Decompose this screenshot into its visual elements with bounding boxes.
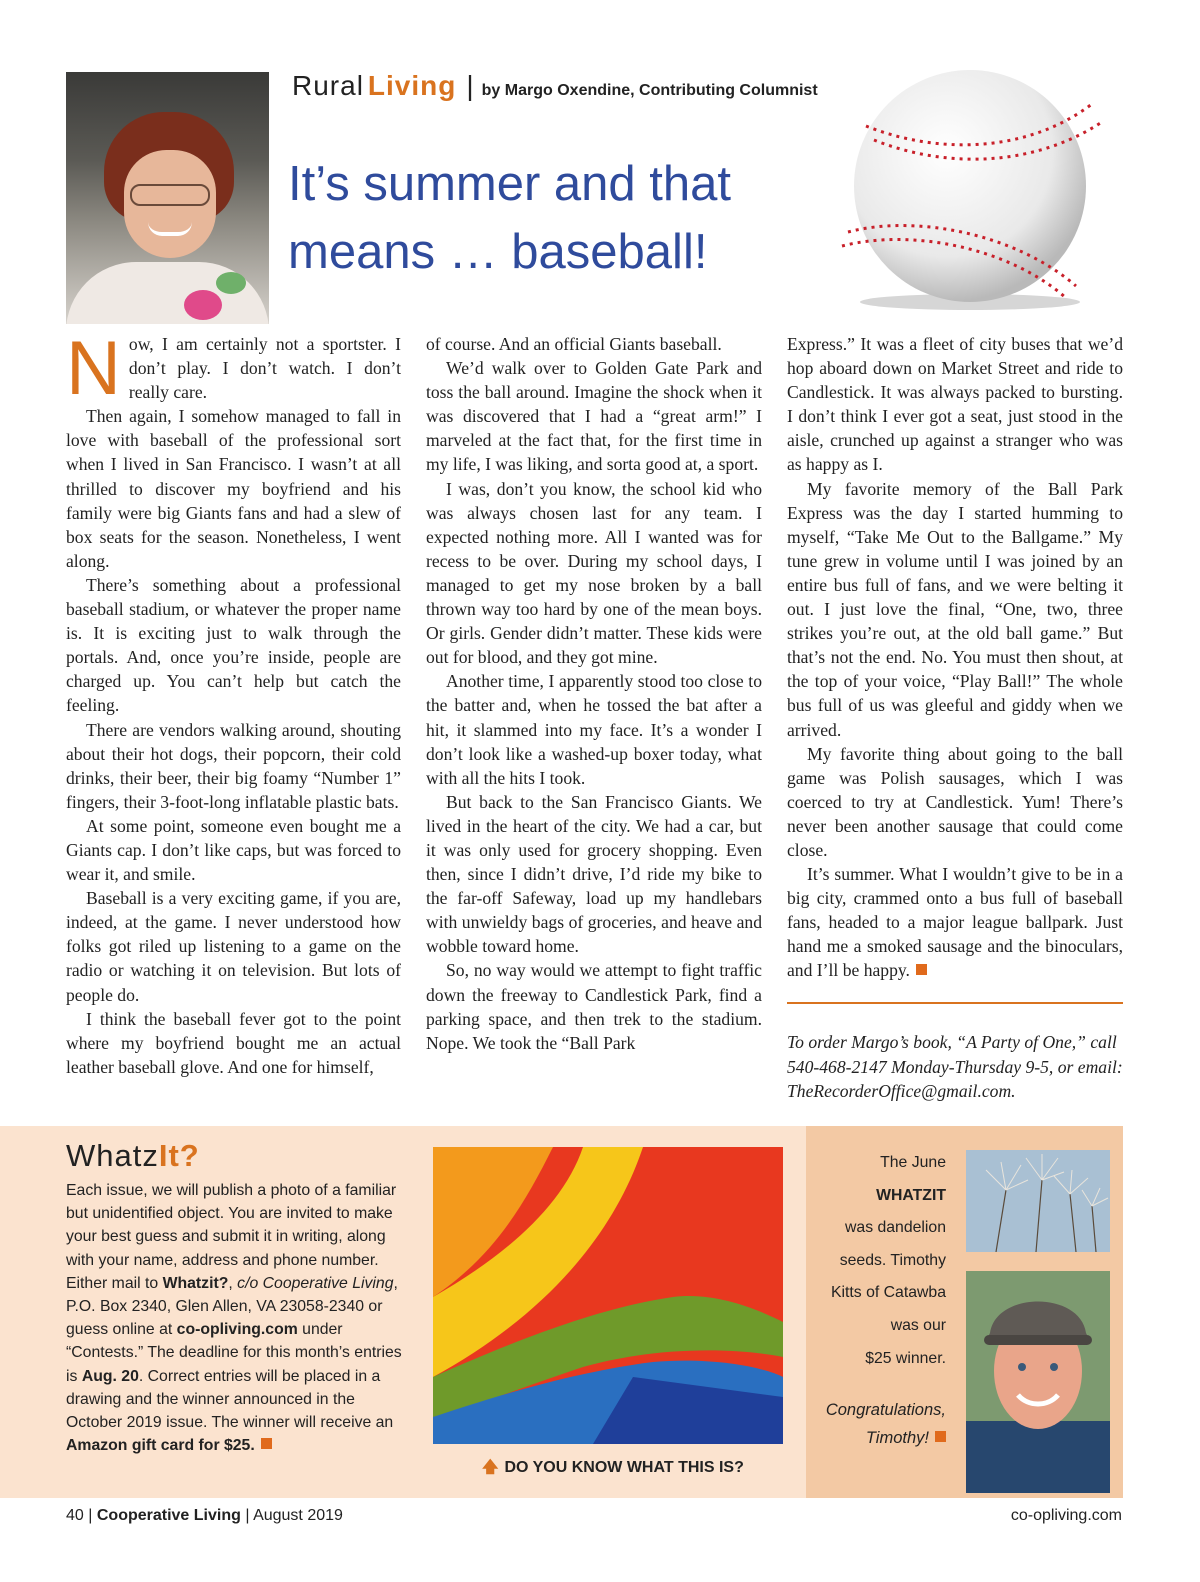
paragraph: I was, don’t you know, the school kid who was always chosen last for any team. I expected nothing more. All I wanted was for recess to be over. During my school days, I managed to get my nose broken by a ball thrown way too hard by one of the mean boys. Or girls. Gender didn’t matter. These kids were out for blood, and they got mine. <box>426 478 762 668</box>
whatzit-mystery-photo <box>433 1147 783 1444</box>
site-footer-link[interactable]: co-opliving.com <box>1010 1507 1122 1524</box>
congratulations-note: Congratulations, Timothy! <box>825 1401 946 1447</box>
kicker-separator: | <box>466 70 474 101</box>
site-link[interactable]: co-opliving.com <box>176 1321 298 1339</box>
article-column-3 <box>787 332 1123 983</box>
end-square-icon <box>261 1438 272 1449</box>
columnist-photo <box>66 72 269 324</box>
paragraph: At some point, someone even bought me a Giants cap. I don’t like caps, but was forced to wear it, and smile. <box>66 815 401 885</box>
byline: by Margo Oxendine, Contributing Columnist <box>481 82 818 99</box>
end-square-icon <box>916 964 927 975</box>
section-name-rural: Rural <box>292 70 364 101</box>
drop-cap: N <box>66 326 121 411</box>
article-column-1 <box>66 326 401 1079</box>
whatzit-description: Each issue, we will publish a photo of a familiar but unidentified object. You are invited to make your best guess and submit it in writing, along with your name, address and phone number. Either mail to Whatzit?, c/o Cooperative Living, P.O. Box 2340, Glen Allen, VA 23058-2340 or guess online at co-opliving.com under “Contests.” The deadline for this month’s entries is Aug. 20. Correct entries will be placed in a drawing and the winner announced in the October 2019 issue. The winner will receive an Amazon gift card for $25. <box>66 1182 402 1455</box>
headline-line-2: means … baseball! <box>288 225 708 279</box>
june-winner-text: The June WHATZIT was dandelion seeds. Timothy Kitts of Catawba was our $25 winner. <box>830 1154 946 1367</box>
whatzit-title: WhatzIt? <box>66 1138 200 1173</box>
up-arrow-icon: 🡅 <box>482 1459 499 1476</box>
headline-line-1: It’s summer and that <box>288 157 732 211</box>
paragraph: It’s summer. What I wouldn’t give to be in a big city, crammed onto a bus full of baseball fans, headed to a major league ballpark. Just hand me a smoked sausage and the binoculars, and I’ll be happy. <box>787 864 1123 981</box>
issue-date: August 2019 <box>253 1507 343 1524</box>
dandelion-seeds-photo <box>966 1150 1110 1252</box>
baseball-illustration <box>826 64 1114 312</box>
page-footer: 40 | Cooperative Living | August 2019 <box>66 1507 343 1524</box>
paragraph: Another time, I apparently stood too close to the batter and, when he tossed the bat after a hit, it slammed into my face. It’s a wonder I don’t look like a washed-up boxer today, what with all the hits I took. <box>426 671 762 788</box>
paragraph: But back to the San Francisco Giants. We lived in the heart of the city. We had a car, but it was only used for grocery shopping. Even then, since I didn’t drive, I’d ride my bike to the far-off Safeway, load up my handlebars with unwieldy bags of groceries, and heave and wobble toward home. <box>426 791 762 957</box>
paragraph: My favorite memory of the Ball Park Express was the day I started humming to myself, “Take Me Out to the Ballgame.” My tune grew in volume until I was joined by an entire bus full of fans, and we were belting it out. I just love the final, “One, two, three strikes you’re out, at the old ball game.” But that’s not the end. No. You must then shout, at the top of your voice, “Play Ball!” The whole bus full of us was gleeful and giddy when we arrived. <box>787 478 1123 740</box>
magazine-name: Cooperative Living <box>96 1507 241 1524</box>
headline <box>288 150 808 286</box>
paragraph: There’s something about a professional baseball stadium, or whatever the proper name is. It is exciting just to walk through the portals. And, once you’re inside, people are charged up. You can’t help but catch the feeling. <box>66 574 401 716</box>
paragraph: ow, I am certainly not a sportster. I don’t play. I don’t watch. I don’t really care. <box>128 334 401 403</box>
paragraph: Baseball is a very exciting game, if you are, indeed, at the game. I never understood how folks got riled up listening to a game on the radio or watching it on television. But lots of people do. <box>66 888 401 1005</box>
paragraph: My favorite thing about going to the ball game was Polish sausages, which I was coerced to try at Candlestick. Yum! There’s never been another sausage that could come close. <box>787 743 1123 860</box>
whatzit-caption: 🡅 DO YOU KNOW WHAT THIS IS? <box>482 1459 744 1476</box>
winner-photo <box>966 1271 1110 1493</box>
article-column-2 <box>426 332 762 1055</box>
paragraph: Then again, I somehow managed to fall in love with baseball of the professional sort when I lived in San Francisco. I wasn’t at all thrilled to discover my boyfriend and his family were big Giants fans and had a slew of box seats for the season. Nonetheless, I went along. <box>66 406 401 571</box>
book-order-note: To order Margo’s book, “A Party of One,” call 540-468-2147 Monday-Thursday 9-5, or email: TheRecorderOffice@gmail.com. <box>787 1032 1123 1101</box>
paragraph: So, no way would we attempt to fight traffic down the freeway to Candlestick Park, find a parking space, and then trek to the stadium. Nope. We took the “Ball Park <box>426 960 762 1053</box>
section-kicker <box>292 70 818 106</box>
paragraph: of course. And an official Giants baseball. <box>426 334 722 354</box>
section-name-living: Living <box>367 70 457 101</box>
divider <box>787 1002 1123 1004</box>
paragraph: We’d walk over to Golden Gate Park and toss the ball around. Imagine the shock when it was discovered that I had a “great arm!” I marveled at the fact that, for the first time in my life, I was liking, and sorta good at, a sport. <box>426 358 762 475</box>
page-number: 40 <box>66 1507 84 1524</box>
paragraph: Express.” It was a fleet of city buses that we’d hop aboard down on Market Street and ride to Candlestick. It was always packed to bursting. I don’t think I ever got a seat, just stood in the aisle, crunched up against a stranger who was as happy as I. <box>787 334 1123 475</box>
paragraph: I think the baseball fever got to the point where my boyfriend bought me an actual leather baseball glove. And one for himself, <box>66 1008 401 1077</box>
paragraph: There are vendors walking around, shouting about their hot dogs, their popcorn, their cold drinks, their beer, their big foamy “Number 1” fingers, their 3-foot-long inflatable plastic bats. <box>66 719 401 812</box>
end-square-icon <box>935 1431 946 1442</box>
